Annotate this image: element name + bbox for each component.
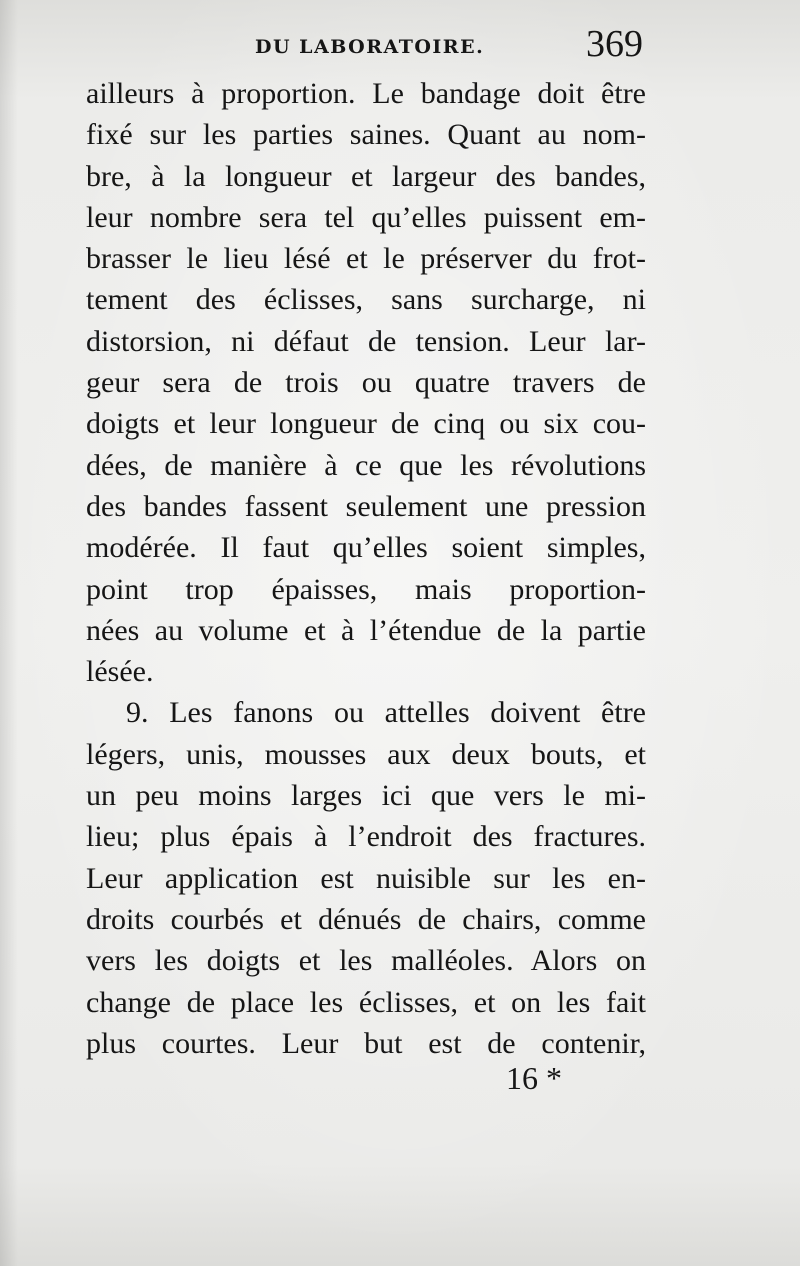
text-line: distorsion, ni défaut de tension. Leur lar- <box>86 324 646 358</box>
text-line: tement des éclisses, sans surcharge, ni <box>86 283 646 317</box>
text-line: brasser le lieu lésé et le préserver du frot- <box>86 242 646 276</box>
text-line: des bandes fassent seulement une pression <box>86 489 646 523</box>
text-line: doigts et leur longueur de cinq ou six cou- <box>86 407 646 441</box>
text-line: change de place les éclisses, et on les fait <box>86 985 646 1019</box>
text-line: lésée. <box>86 655 154 689</box>
text-line: vers les doigts et les malléoles. Alors on <box>86 944 646 978</box>
text-line: nées au volume et à l’étendue de la partie <box>86 613 646 647</box>
page-number: 369 <box>586 23 643 65</box>
text-line: fixé sur les parties saines. Quant au nom- <box>86 118 646 152</box>
text-line: point trop épaisses, mais proportion- <box>86 572 646 606</box>
text-line: légers, unis, mousses aux deux bouts, et <box>86 737 646 771</box>
text-line: plus courtes. Leur but est de contenir, <box>86 1026 646 1060</box>
signature-mark: 16 * <box>506 1060 562 1096</box>
text-line: Leur application est nuisible sur les en- <box>86 861 646 895</box>
text-line: modérée. Il faut qu’elles soient simples, <box>86 531 646 565</box>
text-line: leur nombre sera tel qu’elles puissent em- <box>86 200 646 234</box>
text-line: droits courbés et dénués de chairs, comme <box>86 902 646 936</box>
text-line: bre, à la longueur et largeur des bandes, <box>86 159 646 193</box>
text-line: un peu moins larges ici que vers le mi- <box>86 779 646 813</box>
body-text <box>86 73 646 1064</box>
text-line: ailleurs à proportion. Le bandage doit être <box>86 77 646 110</box>
text-line: 9. Les fanons ou attelles doivent être <box>126 696 646 730</box>
text-line: dées, de manière à ce que les révolutions <box>86 448 646 482</box>
text-line: lieu; plus épais à l’endroit des fractures. <box>86 820 646 854</box>
running-head: DU LABORATOIRE. <box>255 36 485 58</box>
text-line: geur sera de trois ou quatre travers de <box>86 366 646 400</box>
